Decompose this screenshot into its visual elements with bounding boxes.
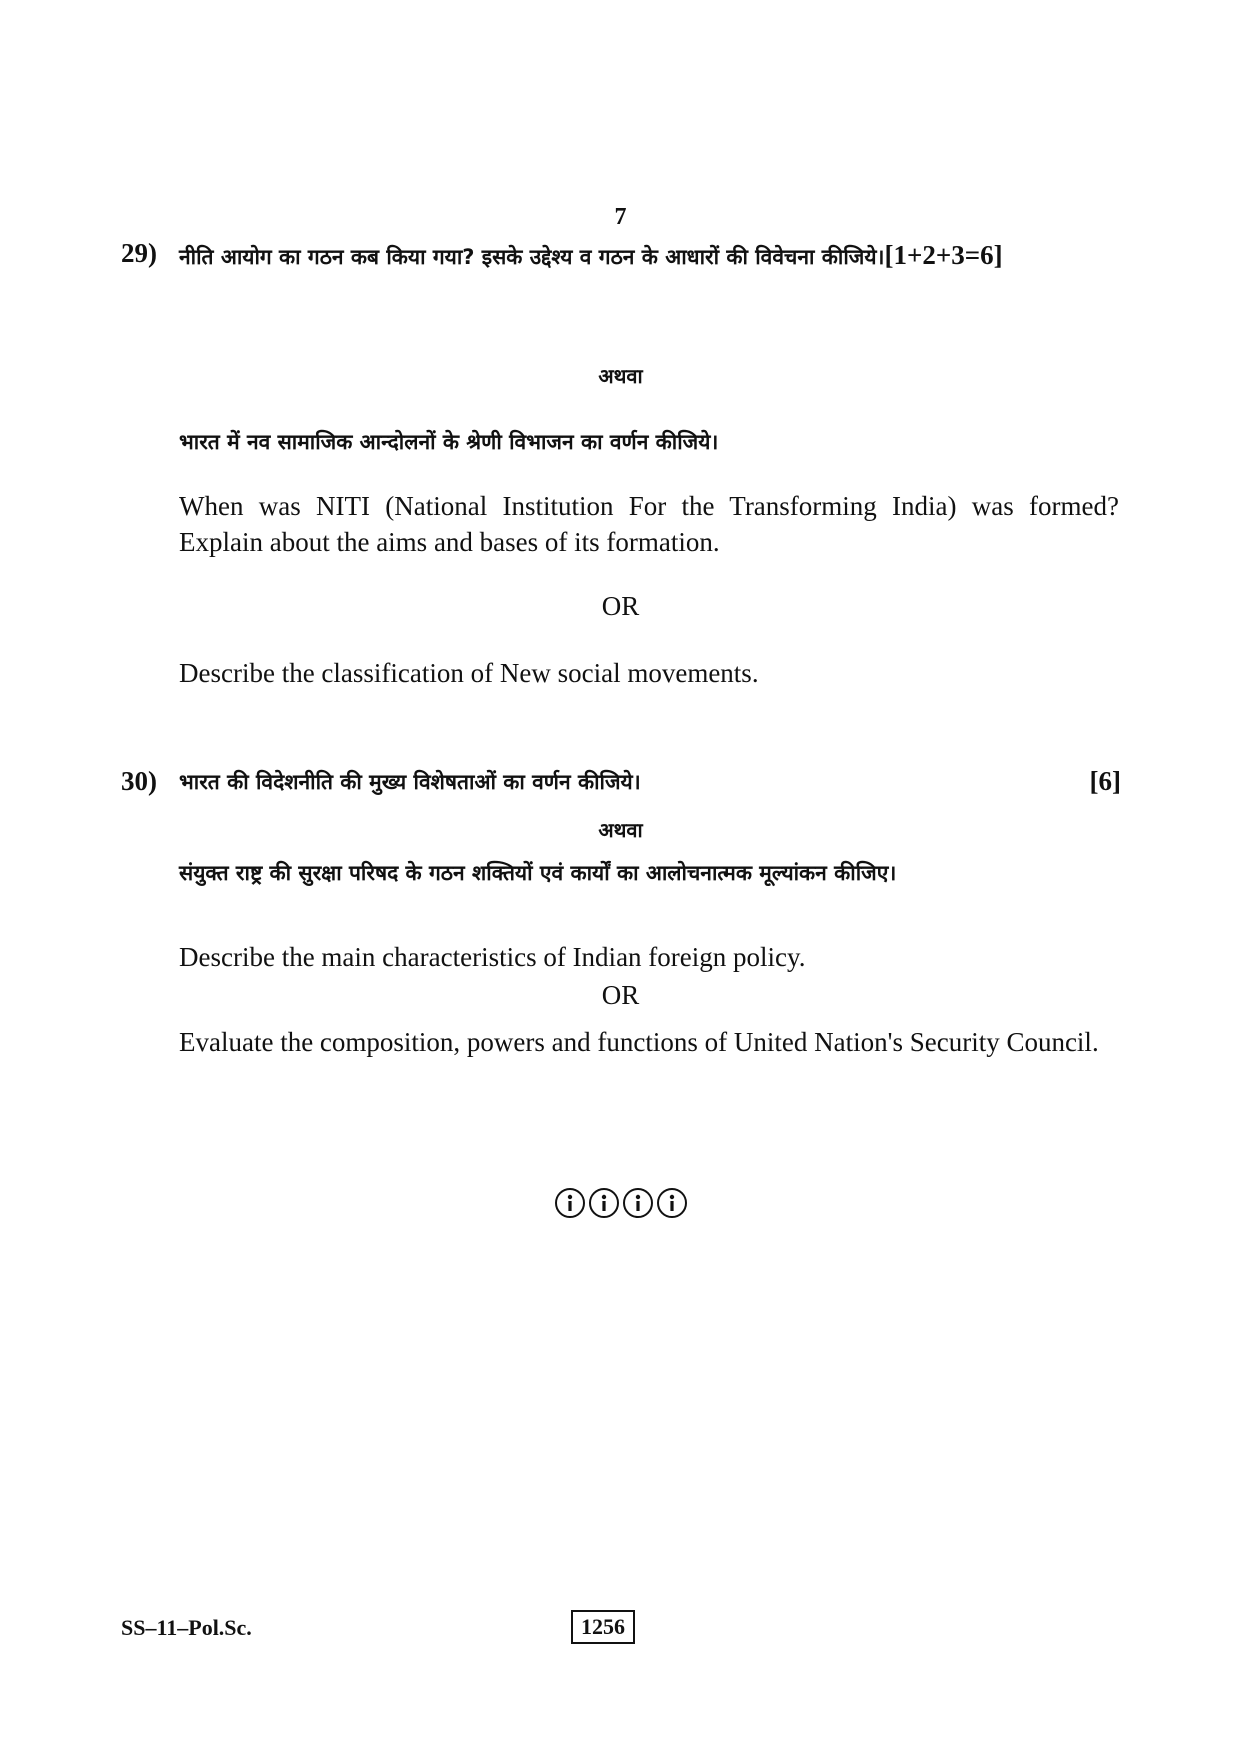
question-30-marks: [6] [1089,766,1121,796]
footer-serial-number: 1256 [571,1610,635,1644]
question-30-hindi-alternative: संयुक्त राष्ट्र की सुरक्षा परिषद के गठन शक्तियों एवं कार्यों का आलोचनात्मक मूल्यांकन कीजिए। [179,861,897,885]
question-30-english-question: Describe the main characteristics of Indian foreign policy. [179,942,806,972]
question-29-hindi-or: अथवा [598,364,643,388]
question-29-number: 29) [121,238,157,268]
question-30-hindi-question: भारत की विदेशनीति की मुख्य विशेषताओं का वर्णन कीजिये। [179,770,641,794]
question-29-hindi-question: नीति आयोग का गठन कब किया गया? इसके उद्देश्य व गठन के आधारों की विवेचना कीजिये। [179,245,885,269]
info-icon [657,1188,687,1218]
question-29-hindi-text [179,240,1003,271]
question-29-english-or: OR [601,591,640,621]
question-29-hindi-alternative: भारत में नव सामाजिक आन्दोलनों के श्रेणी विभाजन का वर्णन कीजिये। [179,430,719,454]
question-29-marks: [1+2+3=6] [884,240,1003,270]
info-icon [589,1188,619,1218]
question-29-english-alternative: Describe the classification of New social movements. [179,658,759,688]
page-number: 7 [614,204,627,230]
info-icon [555,1188,585,1218]
footer-paper-code: SS–11–Pol.Sc. [121,1615,252,1640]
end-of-paper-symbols [0,1188,1241,1218]
question-30-english-or: OR [601,980,640,1010]
info-icon [623,1188,653,1218]
question-30-hindi-or: अथवा [598,818,643,842]
question-29-english-question: When was NITI (National Institution For the Transforming India) was formed? Explain about the aims and bases of its formation. [179,491,1119,557]
question-30-number: 30) [121,766,157,796]
question-30-english-alternative: Evaluate the composition, powers and functions of United Nation's Security Council. [179,1027,1099,1057]
